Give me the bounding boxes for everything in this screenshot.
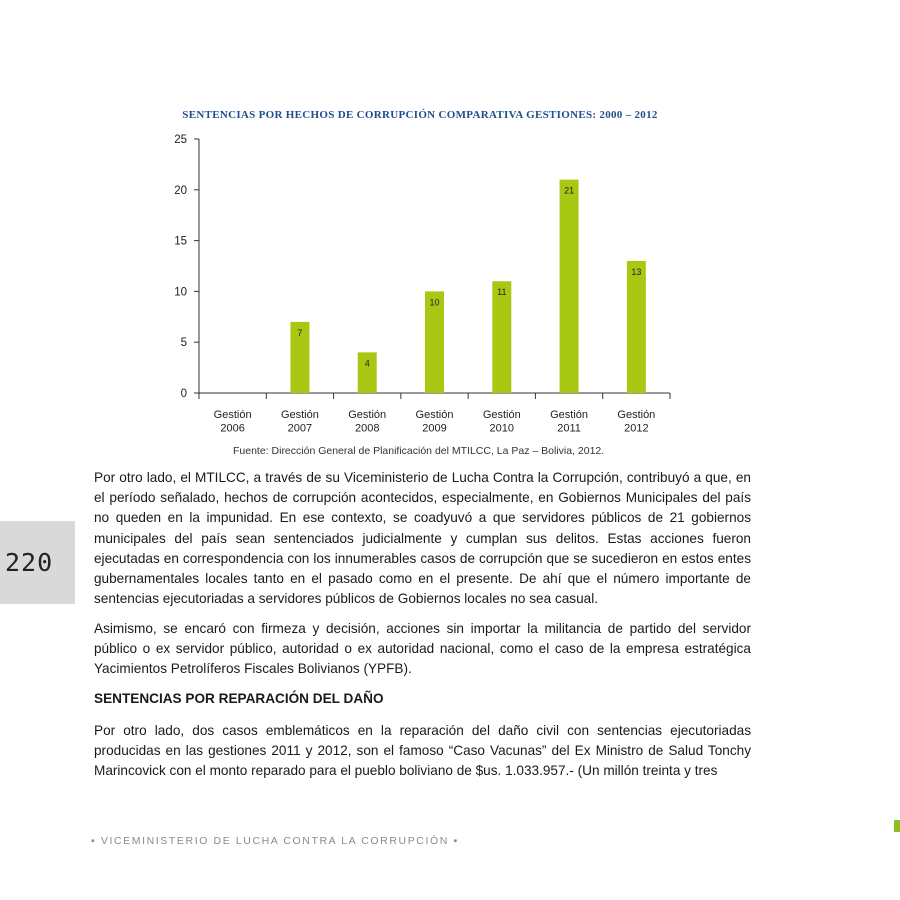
x-tick-label: Gestión [617,409,656,421]
bar-value-label: 21 [564,185,575,196]
paragraph-2: Asimismo, se encaró con firmeza y decisión, acciones sin importar la militancia de partido del servidor público o ex servidor público, autoridad o ex autoridad nacional, como el caso de la empresa estratégica Yacimientos Petrolíferos Fiscales Bolivianos (YPFB). [94,621,751,677]
x-tick-label: Gestión [280,409,319,421]
x-tick-label: 2006 [220,422,245,435]
y-tick-label: 5 [180,337,187,350]
x-tick-label: Gestión [415,409,454,421]
bar [627,261,646,393]
x-tick-label: 2011 [557,422,581,435]
bar [492,281,511,393]
x-tick-label: Gestión [348,409,387,421]
footer-accent-mark [894,820,900,832]
x-tick-label: 2010 [489,422,515,435]
footer-text: ▪ VICEMINISTERIO DE LUCHA CONTRA LA CORRUPCIÓN ▪ [91,835,459,847]
y-tick-label: 10 [174,286,187,299]
section-heading: SENTENCIAS POR REPARACIÓN DEL DAÑO [94,691,384,706]
bar-value-label: 4 [364,358,370,369]
chart-source: Fuente: Dirección General de Planificación del MTILCC, La Paz – Bolivia, 2012. [233,445,605,457]
bar-value-label: 13 [631,266,642,277]
bar-value-label: 11 [497,287,507,298]
y-tick-label: 0 [180,388,187,400]
x-tick-label: Gestión [213,409,252,421]
paragraph-3: Por otro lado, dos casos emblemáticos en la reparación del daño civil con sentencias ejecutoriadas producidas en las gestiones 2011 y 2012, son el famoso “Caso Vacunas” del Ex Ministro de Salud Tonchy Marincovick con el monto reparado para el pueblo boliviano de $us. 1.033.957.- (Un millón treinta y tres [94,723,751,779]
y-tick-label: 15 [174,235,187,248]
bar-value-label: 10 [429,297,440,308]
bar-value-label: 7 [297,327,303,338]
x-tick-label: 2009 [422,422,447,435]
page-number: 220 [5,548,54,577]
bar [560,180,579,393]
chart-title: SENTENCIAS POR HECHOS DE CORRUPCIÓN COMPARATIVA GESTIONES: 2000 – 2012 [182,109,658,121]
x-tick-label: 2012 [624,422,649,435]
x-tick-label: 2007 [287,422,313,435]
x-tick-label: 2008 [354,422,380,435]
y-tick-label: 20 [174,184,187,197]
x-tick-label: Gestión [482,409,521,421]
paragraph-1: Por otro lado, el MTILCC, a través de su Viceministerio de Lucha Contra la Corrupción, contribuyó a que, en el período señalado, hechos de corrupción acontecidos, especialmente, en Gobiernos Municipales del país no queden en la impunidad. En ese contexto, se coadyuvó a que servidores públicos de 21 gobiernos municipales del país sean sentenciados judicialmente y cumplan sus delitos. Estas acciones fueron ejecutadas en correspondencia con los innumerables casos de corrupción que se sucedieron en estos entes gubernamentales locales tanto en el pasado como en el presente. De ahí que el número importante de sentencias ejecutoriadas a servidores públicos de Gobiernos locales no sea casual. [94,470,751,607]
y-tick-label: 25 [174,134,187,146]
x-tick-label: Gestión [550,409,589,421]
